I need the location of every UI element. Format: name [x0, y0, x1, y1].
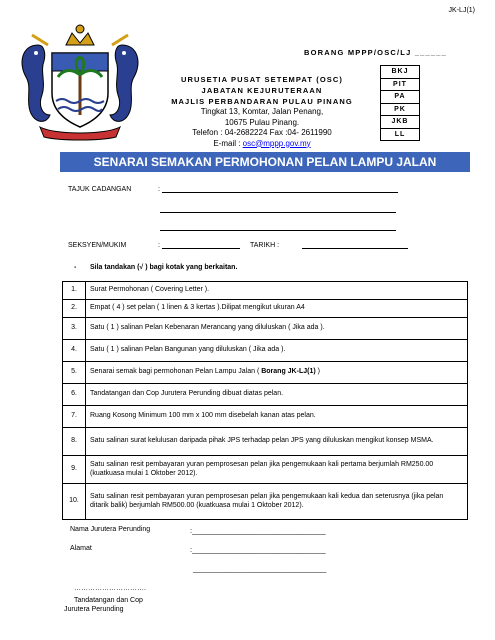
- checklist-row: [63, 300, 468, 318]
- nama-input-line[interactable]: :________________________________: [190, 526, 326, 535]
- alamat-input-line-1[interactable]: :________________________________: [190, 545, 326, 554]
- item-number: 6.: [63, 384, 86, 406]
- item-text: Satu salinan surat kelulusan daripada pihak JPS terhadap pelan JPS yang diluluskan mengikut konsep MSMA.: [86, 428, 468, 456]
- dept-code-cell: JKB: [381, 116, 420, 129]
- document-title-banner: SENARAI SEMAKAN PERMOHONAN PELAN LAMPU JALAN: [60, 152, 470, 172]
- item-text: Empat ( 4 ) set pelan ( 1 linen & 3 kertas ).Dilipat mengikut ukuran A4: [86, 300, 468, 318]
- checklist-row: [63, 456, 468, 484]
- item-text: Satu salinan resit pembayaran yuran pemprosesan pelan jika pengemukaan kali kedua dan seterusnya (jika pelan ditarik balik) berjumlah RM500.00 (kuatkuasa mulai 1 Oktober 2012).: [86, 484, 468, 520]
- checklist-row: [63, 318, 468, 340]
- item-text: Satu salinan resit pembayaran yuran pemprosesan pelan jika pengemukaan kali pertama berjumlah RM250.00 (kuatkuasa mulai 1 Oktober 2012).: [86, 456, 468, 484]
- checklist-row: [63, 282, 468, 300]
- organisation-block: [160, 74, 364, 149]
- instruction-text: Sila tandakan (√ ) bagi kotak yang berkaitan.: [90, 264, 238, 271]
- item-text: Tandatangan dan Cop Jurutera Perunding dibuat diatas pelan.: [86, 384, 468, 406]
- item-number: 3.: [63, 318, 86, 340]
- item-number: 1.: [63, 282, 86, 300]
- dept-code-cell: LL: [381, 128, 420, 141]
- item-text-end: ): [315, 368, 320, 376]
- checklist-row: [63, 428, 468, 456]
- dept-code-cell: BKJ: [381, 66, 420, 79]
- nama-jurutera-label: Nama Jurutera Perunding: [70, 526, 151, 533]
- checklist-table: [62, 281, 468, 520]
- item-text-bold: Borang JK-LJ(1): [261, 368, 316, 376]
- tajuk-cadangan-label: TAJUK CADANGAN: [68, 186, 132, 193]
- org-address-2: 10675 Pulau Pinang.: [224, 117, 300, 127]
- tajuk-input-line-2[interactable]: [160, 212, 396, 213]
- instruction-dash: -: [74, 264, 77, 271]
- checklist-row: [63, 340, 468, 362]
- alamat-input-line-2[interactable]: ________________________________: [193, 564, 327, 573]
- dept-code-cell: PA: [381, 91, 420, 104]
- tajuk-input-line-3[interactable]: [160, 230, 396, 231]
- tajuk-colon: :: [158, 186, 160, 193]
- item-number: 5.: [63, 362, 86, 384]
- tarikh-label: TARIKH :: [250, 242, 280, 249]
- item-number: 9.: [63, 456, 86, 484]
- dept-code-cell: PK: [381, 103, 420, 116]
- checklist-row: [63, 484, 468, 520]
- department-codes-table: [380, 65, 420, 141]
- tarikh-input-line[interactable]: [302, 248, 408, 249]
- dept-code-cell: PIT: [381, 78, 420, 91]
- email-link[interactable]: osc@mppp.gov.my: [242, 138, 311, 148]
- item-text: Satu ( 1 ) salinan Pelan Bangunan yang diluluskan ( Jika ada ).: [86, 340, 468, 362]
- email-label: E-mail :: [213, 138, 243, 148]
- item-number: 2.: [63, 300, 86, 318]
- item-text: Surat Permohonan ( Covering Letter ).: [86, 282, 468, 300]
- org-phone: Telefon : 04-2682224 Fax :04- 2611990: [192, 128, 332, 137]
- tajuk-input-line-1[interactable]: [162, 192, 398, 193]
- signature-label-2: Jurutera Perunding: [64, 606, 124, 613]
- item-number: 10.: [63, 484, 86, 520]
- form-code: JK-LJ(1): [448, 7, 475, 14]
- seksyen-colon: :: [158, 242, 160, 249]
- checklist-row: [63, 384, 468, 406]
- seksyen-input-line[interactable]: [162, 248, 240, 249]
- item-text: [86, 362, 468, 384]
- alamat-label: Alamat: [70, 545, 92, 552]
- org-line-2: JABATAN KEJURUTERAAN: [201, 86, 323, 95]
- org-address-1: Tingkat 13, Komtar, Jalan Penang,: [200, 107, 324, 116]
- item-number: 4.: [63, 340, 86, 362]
- item-text-start: Senarai semak bagi permohonan Pelan Lampu Jalan (: [90, 368, 262, 376]
- checklist-row: [63, 406, 468, 428]
- item-number: 7.: [63, 406, 86, 428]
- borang-number: BORANG MPPP/OSC/LJ ______: [304, 48, 447, 57]
- org-email-line: [160, 139, 364, 150]
- seksyen-mukim-label: SEKSYEN/MUKIM: [68, 242, 127, 249]
- org-line-3: MAJLIS PERBANDARAN PULAU PINANG: [171, 97, 353, 106]
- signature-label-1: Tandatangan dan Cop: [74, 597, 143, 604]
- signature-dots: ………………………….: [74, 585, 146, 592]
- item-number: 8.: [63, 428, 86, 456]
- item-text: Satu ( 1 ) salinan Pelan Kebenaran Merancang yang diluluskan ( Jika ada ).: [86, 318, 468, 340]
- item-text: Ruang Kosong Minimum 100 mm x 100 mm disebelah kanan atas pelan.: [86, 406, 468, 428]
- mppp-crest-logo-icon: [10, 15, 150, 141]
- checklist-row: [63, 362, 468, 384]
- org-line-1: URUSETIA PUSAT SETEMPAT (OSC): [180, 75, 344, 84]
